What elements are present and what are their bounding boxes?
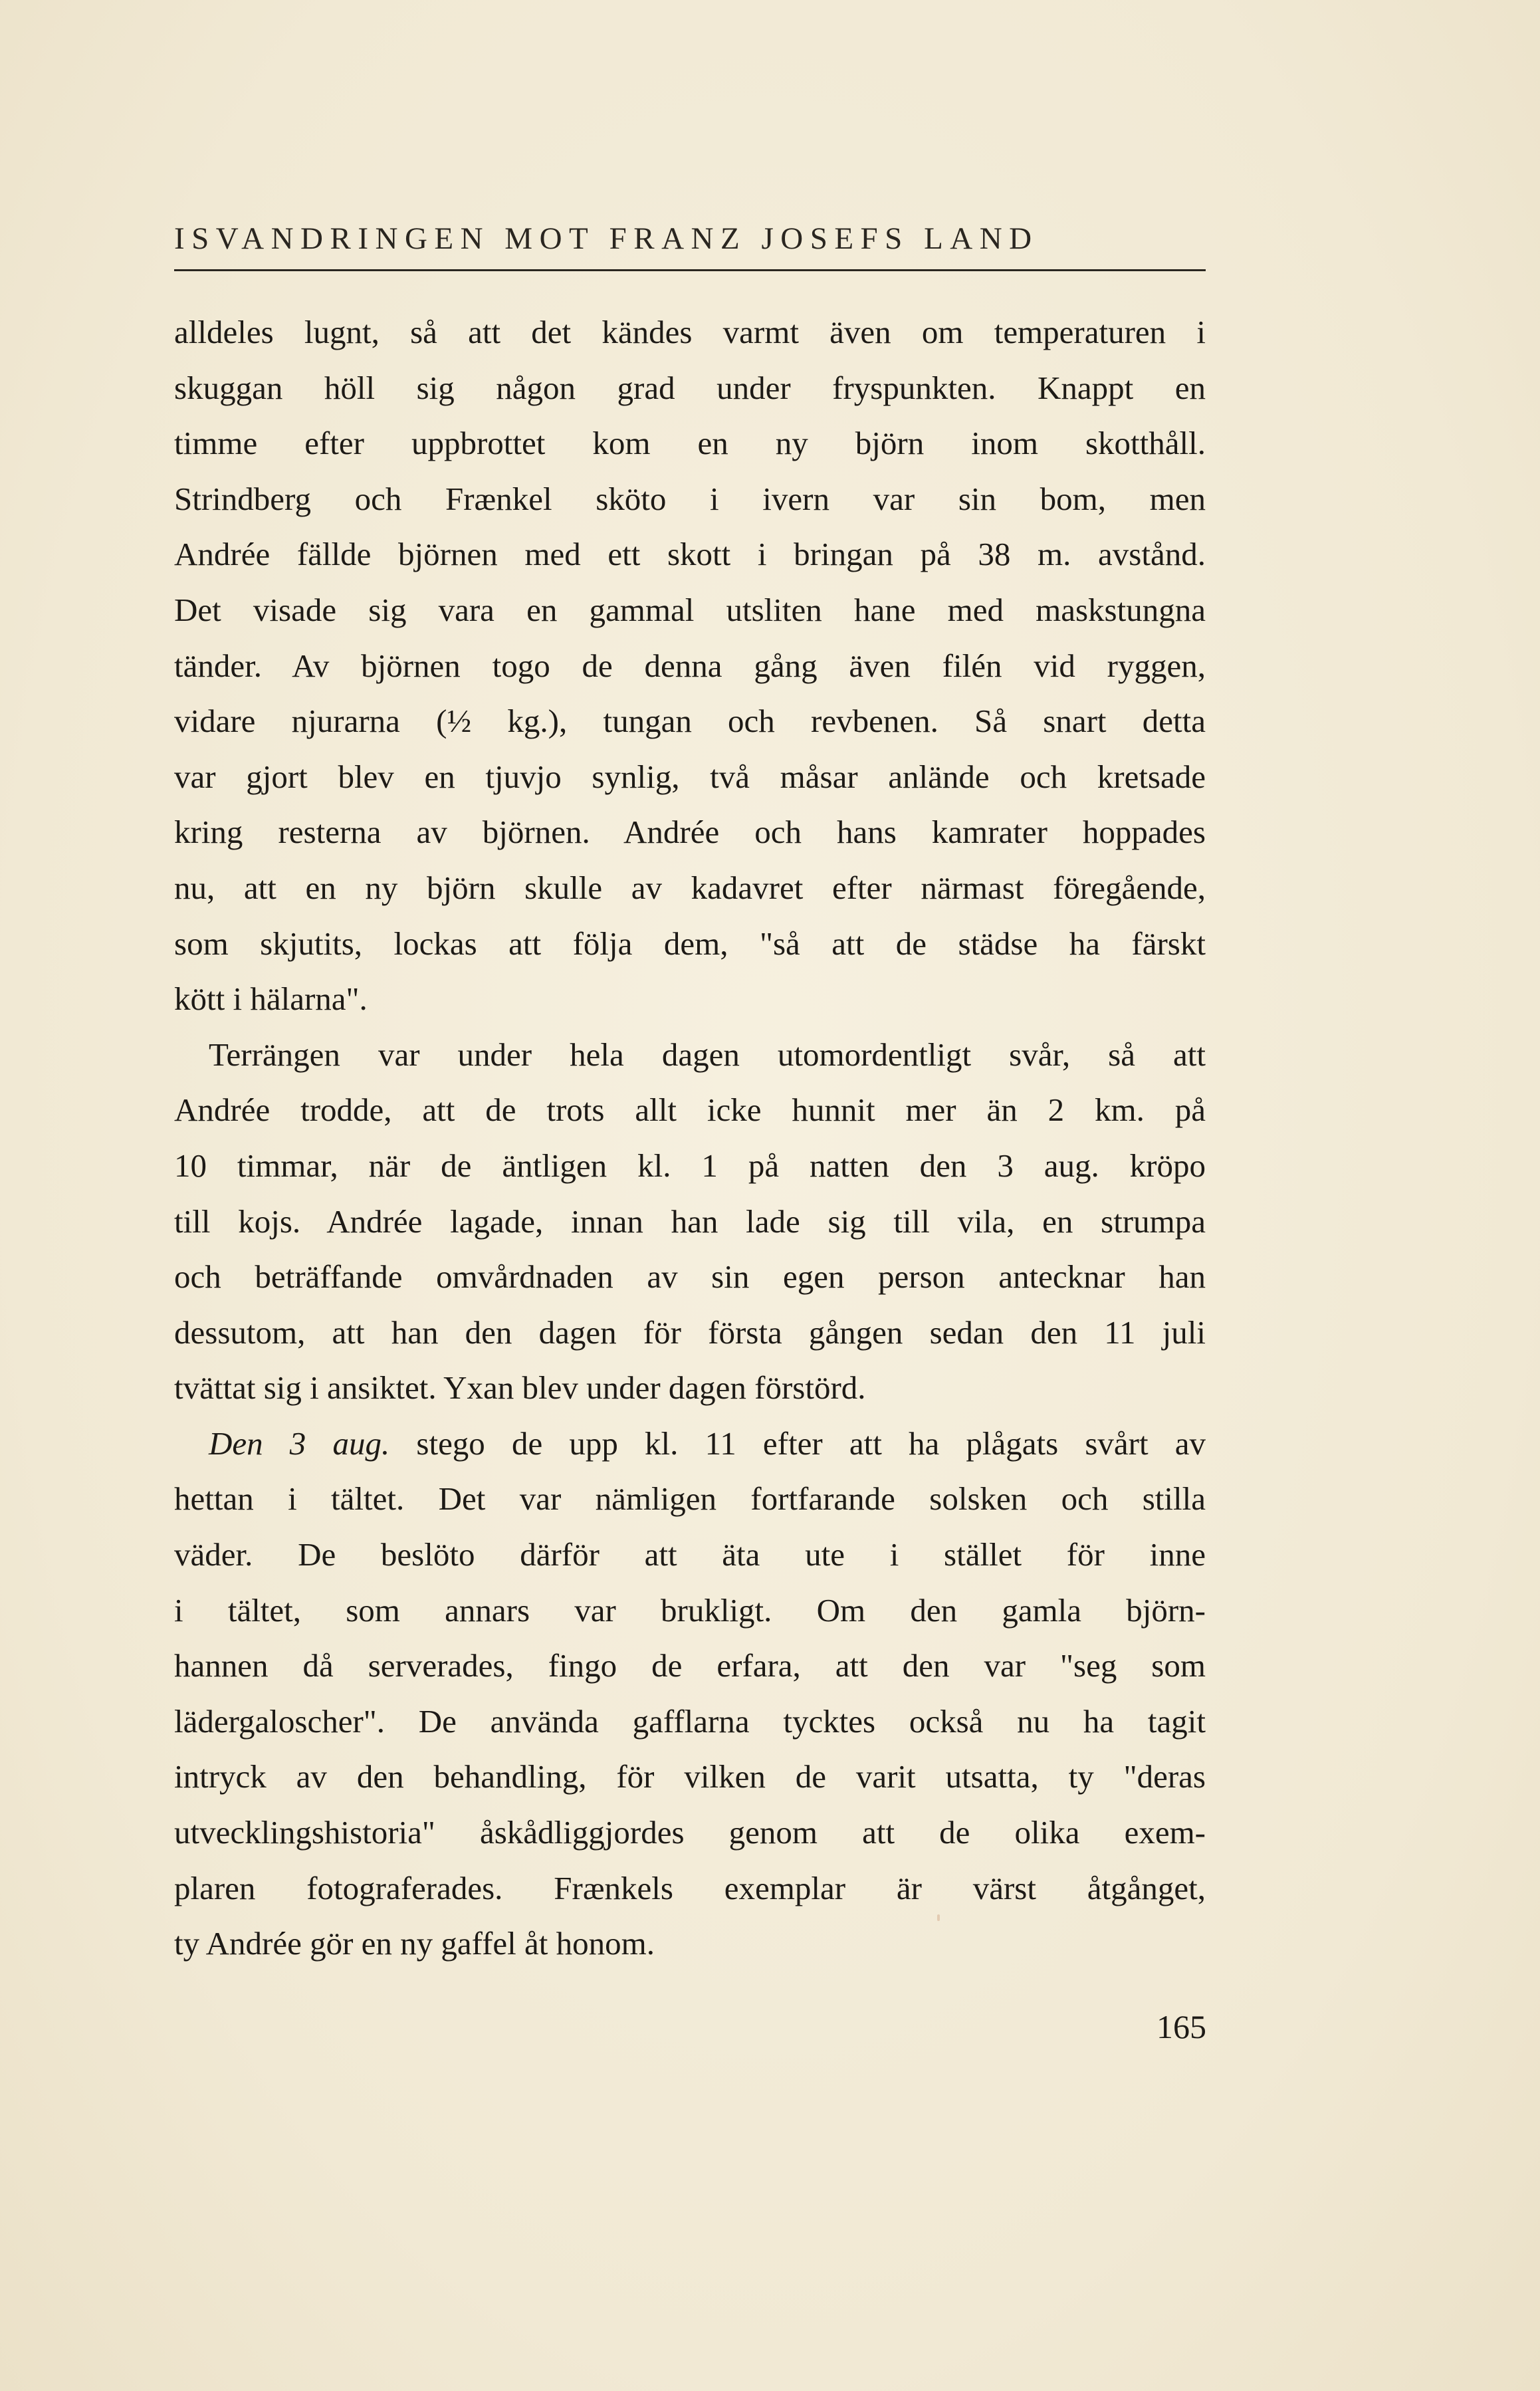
text-line: vidare njurarna (½ kg.), tungan och revbenen. Så snart detta: [174, 703, 1206, 740]
text-line: utvecklingshistoria" åskådliggjordes genom att de olika exem-: [174, 1814, 1206, 1851]
text-run: stego de upp kl. 11 efter att ha plågats svårt av: [389, 1424, 1206, 1462]
text-line: i tältet, som annars var brukligt. Om den gamla björn-: [174, 1591, 1206, 1629]
text-line: till kojs. Andrée lagade, innan han lade sig till vila, en strumpa: [174, 1202, 1206, 1240]
text-line: kött i hälarna".: [174, 980, 368, 1018]
text-line: dessutom, att han den dagen för första gången sedan den 11 juli: [174, 1313, 1206, 1351]
text-line: nu, att en ny björn skulle av kadavret efter närmast föregående,: [174, 869, 1206, 906]
text-line: Andrée fällde björnen med ett skott i bringan på 38 m. avstånd.: [174, 536, 1206, 573]
text-line: väder. De beslöto därför att äta ute i stället för inne: [174, 1536, 1206, 1573]
header-rule: [174, 269, 1206, 271]
paragraph-3: [174, 1416, 1206, 1972]
text-line: intryck av den behandling, för vilken de varit utsatta, ty "deras: [174, 1758, 1206, 1795]
text-line: och beträffande omvårdnaden av sin egen person antecknar han: [174, 1258, 1206, 1296]
text-line: hettan i tältet. Det var nämligen fortfarande solsken och stilla: [174, 1480, 1206, 1518]
text-line: tänder. Av björnen togo de denna gång även filén vid ryggen,: [174, 647, 1206, 684]
text-line: Det visade sig vara en gammal utsliten hane med maskstungna: [174, 591, 1206, 628]
text-line: skuggan höll sig någon grad under fryspunkten. Knappt en: [174, 369, 1206, 406]
text-line: var gjort blev en tjuvjo synlig, två måsar anlände och kretsade: [174, 758, 1206, 795]
running-head: ISVANDRINGEN MOT FRANZ JOSEFS LAND: [174, 221, 1039, 256]
body-text: [174, 304, 1206, 1972]
text-line: som skjutits, lockas att följa dem, "så att de städse ha färskt: [174, 925, 1206, 962]
text-line: [174, 1416, 1206, 1472]
text-line: kring resterna av björnen. Andrée och hans kamrater hoppades: [174, 814, 1206, 851]
text-line: Strindberg och Frænkel sköto i ivern var sin bom, men: [174, 480, 1206, 517]
text-line: 10 timmar, när de äntligen kl. 1 på natten den 3 aug. kröpo: [174, 1147, 1206, 1184]
page-number: 165: [1156, 2008, 1206, 2045]
text-line: alldeles lugnt, så att det kändes varmt även om temperaturen i: [174, 314, 1206, 350]
text-line: lädergaloscher". De använda gafflarna tycktes också nu ha tagit: [174, 1702, 1206, 1740]
text-line: Terrängen var under hela dagen utomordentligt svår, så att: [209, 1036, 1206, 1073]
text-line: plaren fotograferades. Frænkels exemplar är värst åtgånget,: [174, 1869, 1206, 1906]
text-line: Andrée trodde, att de trots allt icke hunnit mer än 2 km. på: [174, 1091, 1206, 1129]
paper-blemish: [937, 1914, 940, 1921]
text-line: timme efter uppbrottet kom en ny björn inom skotthåll.: [174, 425, 1206, 462]
text-line: hannen då serverades, fingo de erfara, att den var "seg som: [174, 1647, 1206, 1684]
paragraph-2: [174, 1027, 1206, 1416]
text-line: ty Andrée gör en ny gaffel åt honom.: [174, 1925, 655, 1962]
italic-date: Den 3 aug.: [209, 1424, 390, 1462]
paragraph-1: [174, 304, 1206, 1027]
text-line: tvättat sig i ansiktet. Yxan blev under dagen förstörd.: [174, 1369, 866, 1407]
